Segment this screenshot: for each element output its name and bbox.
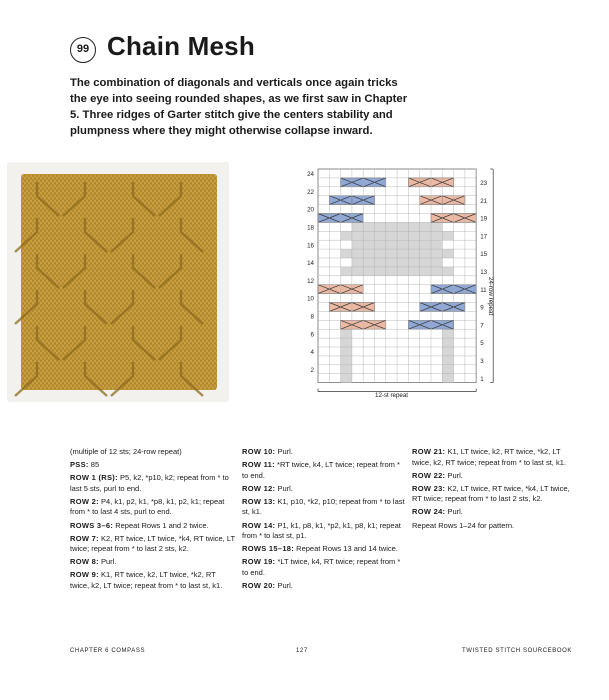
instruction-col2-5 [242, 544, 407, 555]
instruction-label: ROW 1 (RS): [70, 473, 118, 483]
row-number-right: 15 [480, 251, 488, 259]
instruction-label: ROW 12: [242, 483, 276, 493]
purl-cell [442, 347, 453, 356]
row-number-left: 4 [310, 349, 314, 357]
purl-cell [341, 329, 352, 338]
instruction-label: PSS: [70, 460, 89, 470]
purl-cell [442, 338, 453, 347]
instruction-label: ROW 21: [412, 447, 446, 456]
instruction-text: Purl. [275, 447, 293, 456]
purl-cell [341, 356, 352, 365]
row-number-right: 5 [480, 340, 484, 348]
instruction-text: Repeat Rows 13 and 14 twice. [294, 544, 398, 554]
instruction-col2-0 [242, 447, 407, 458]
instruction-col2-7 [242, 581, 407, 592]
instruction-label: ROWS 15–18: [242, 544, 295, 554]
instruction-text: Repeat Rows 1 and 2 twice. [113, 520, 209, 530]
instruction-text: Purl. [445, 507, 463, 517]
instruction-label: ROW 20: [242, 581, 276, 591]
row-number-left: 18 [307, 224, 314, 232]
instruction-col1-5 [70, 534, 235, 555]
knit-cell [341, 240, 352, 249]
instruction-col1-2 [70, 473, 235, 494]
row-number-left: 20 [307, 206, 314, 214]
row-number-left: 14 [307, 260, 314, 268]
row-number-right: 3 [480, 358, 484, 366]
instructions-column-1 [70, 447, 235, 594]
knit-cell [442, 222, 453, 231]
row-number-left: 24 [307, 171, 314, 179]
row-number-left: 10 [307, 295, 314, 303]
instruction-label: ROW 13: [242, 496, 276, 506]
row-number-right: 9 [480, 304, 484, 312]
row-number-right: 17 [480, 233, 488, 241]
purl-cell [341, 338, 352, 347]
instruction-label: ROW 8: [70, 557, 99, 567]
footer-chapter: CHAPTER 6 COMPASS [70, 648, 146, 654]
purl-cell [341, 347, 352, 356]
knit-cell [442, 258, 453, 267]
instruction-text: P5, k2, *p10, k2; repeat from * to last 5 sts, purl to end. [70, 473, 229, 493]
row-number-right: 13 [480, 269, 488, 277]
instruction-col2-1 [242, 460, 407, 481]
instruction-col3-3 [412, 507, 577, 518]
instruction-col3-1 [412, 471, 577, 482]
instructions-column-2 [242, 447, 407, 594]
instruction-col1-1 [70, 460, 235, 471]
row-number-right: 7 [480, 322, 484, 330]
instruction-col3-0 [412, 447, 577, 468]
instruction-label: ROW 2: [70, 496, 99, 506]
instruction-label: ROWS 3–6: [70, 520, 114, 530]
knitted-swatch-photo [7, 162, 229, 402]
row-number-left: 6 [310, 331, 314, 339]
row-number-left: 22 [307, 188, 314, 196]
intro-paragraph: The combination of diagonals and verticals once again tricks the eye into seeing rounded shapes, as we first saw in Chapter 5. Three ridges of Garter stitch give the centers stability and plumpness where they might otherwise collapse inward. [70, 77, 408, 137]
instruction-text: *RT twice, k4, LT twice; repeat from * to end. [242, 460, 400, 480]
instruction-label: ROW 24: [412, 507, 446, 517]
instruction-col3-4 [412, 521, 577, 532]
swatch-fabric [21, 174, 217, 390]
row-number-right: 1 [480, 375, 484, 383]
knit-cell [341, 258, 352, 267]
instruction-label: ROW 19: [242, 557, 276, 567]
instruction-col1-4 [70, 521, 235, 532]
purl-cell [442, 356, 453, 365]
footer-page-number: 127 [296, 648, 308, 654]
instruction-text: P4, k1, p2, k1, *p8, k1, p2, k1; repeat from * to last 4 sts, purl to end. [70, 496, 225, 517]
instruction-text: (multiple of 12 sts; 24-row repeat) [70, 447, 182, 456]
instruction-text: 85 [88, 460, 100, 470]
row-number-left: 12 [307, 277, 314, 285]
instruction-label: ROW 14: [242, 520, 276, 530]
instruction-col1-0 [70, 447, 235, 458]
purl-cell [442, 365, 453, 374]
instruction-col3-2 [412, 484, 577, 505]
instruction-label: ROW 10: [242, 447, 276, 456]
knit-cell [341, 222, 352, 231]
purl-cell [341, 365, 352, 374]
instructions-column-3 [412, 447, 577, 534]
instruction-col2-3 [242, 497, 407, 518]
instruction-col2-2 [242, 484, 407, 495]
repeat-height-label: 24-row repeat [487, 277, 494, 316]
page-title: Chain Mesh [107, 31, 255, 61]
instruction-col1-3 [70, 497, 235, 518]
row-number-right: 19 [480, 215, 488, 223]
instruction-col1-7 [70, 570, 235, 591]
purl-cell [341, 374, 352, 383]
instruction-text: K1, p10, *k2, p10; repeat from * to last st, k1. [242, 496, 405, 517]
instruction-label: ROW 22: [412, 470, 446, 480]
instruction-label: ROW 11: [242, 460, 275, 470]
instruction-text: K2, RT twice, LT twice, *k4, RT twice, LT twice; repeat from * to last 2 sts, k2. [70, 533, 235, 554]
instruction-text: K1, LT twice, k2, RT twice, *k2, LT twice, k2, RT twice; repeat from * to last st, k1. [412, 447, 566, 467]
instruction-label: ROW 7: [70, 533, 99, 543]
instruction-text: Purl. [275, 581, 293, 591]
instruction-text: Purl. [98, 557, 117, 567]
knit-cell [442, 240, 453, 249]
instruction-text: Repeat Rows 1–24 for pattern. [412, 520, 515, 530]
instruction-text: K2, LT twice, RT twice, *k4, LT twice, RT twice; repeat from * to last 2 sts, k2. [412, 483, 570, 504]
purl-cell [442, 329, 453, 338]
row-number-left: 16 [307, 242, 314, 250]
instruction-text: Purl. [275, 483, 293, 493]
instruction-col2-4 [242, 521, 407, 542]
row-number-right: 11 [480, 286, 487, 294]
footer-book-title: TWISTED STITCH SOURCEBOOK [462, 648, 573, 654]
instruction-text: P1, k1, p8, k1, *p2, k1, p8, k1; repeat from * to last st, p1. [242, 520, 401, 541]
row-number-left: 2 [310, 366, 314, 374]
swatch-illustration [7, 162, 229, 402]
row-number-left: 8 [310, 313, 314, 321]
instruction-label: ROW 23: [412, 483, 446, 493]
pattern-number-badge: 99 [70, 37, 96, 63]
instruction-text: *LT twice, k4, RT twice; repeat from * to end. [242, 557, 401, 577]
instruction-text: K1, RT twice, k2, LT twice, *k2, RT twice, k2, LT twice; repeat from * to last st, k1. [70, 570, 223, 591]
instruction-col2-6 [242, 557, 407, 578]
instruction-label: ROW 9: [70, 570, 99, 580]
purl-cell [442, 374, 453, 383]
row-number-right: 23 [480, 180, 488, 188]
instruction-col1-6 [70, 557, 235, 568]
instruction-text: Purl. [445, 470, 463, 480]
repeat-width-label: 12-st repeat [375, 392, 409, 399]
stitch-chart [300, 165, 520, 410]
row-number-right: 21 [480, 197, 488, 205]
